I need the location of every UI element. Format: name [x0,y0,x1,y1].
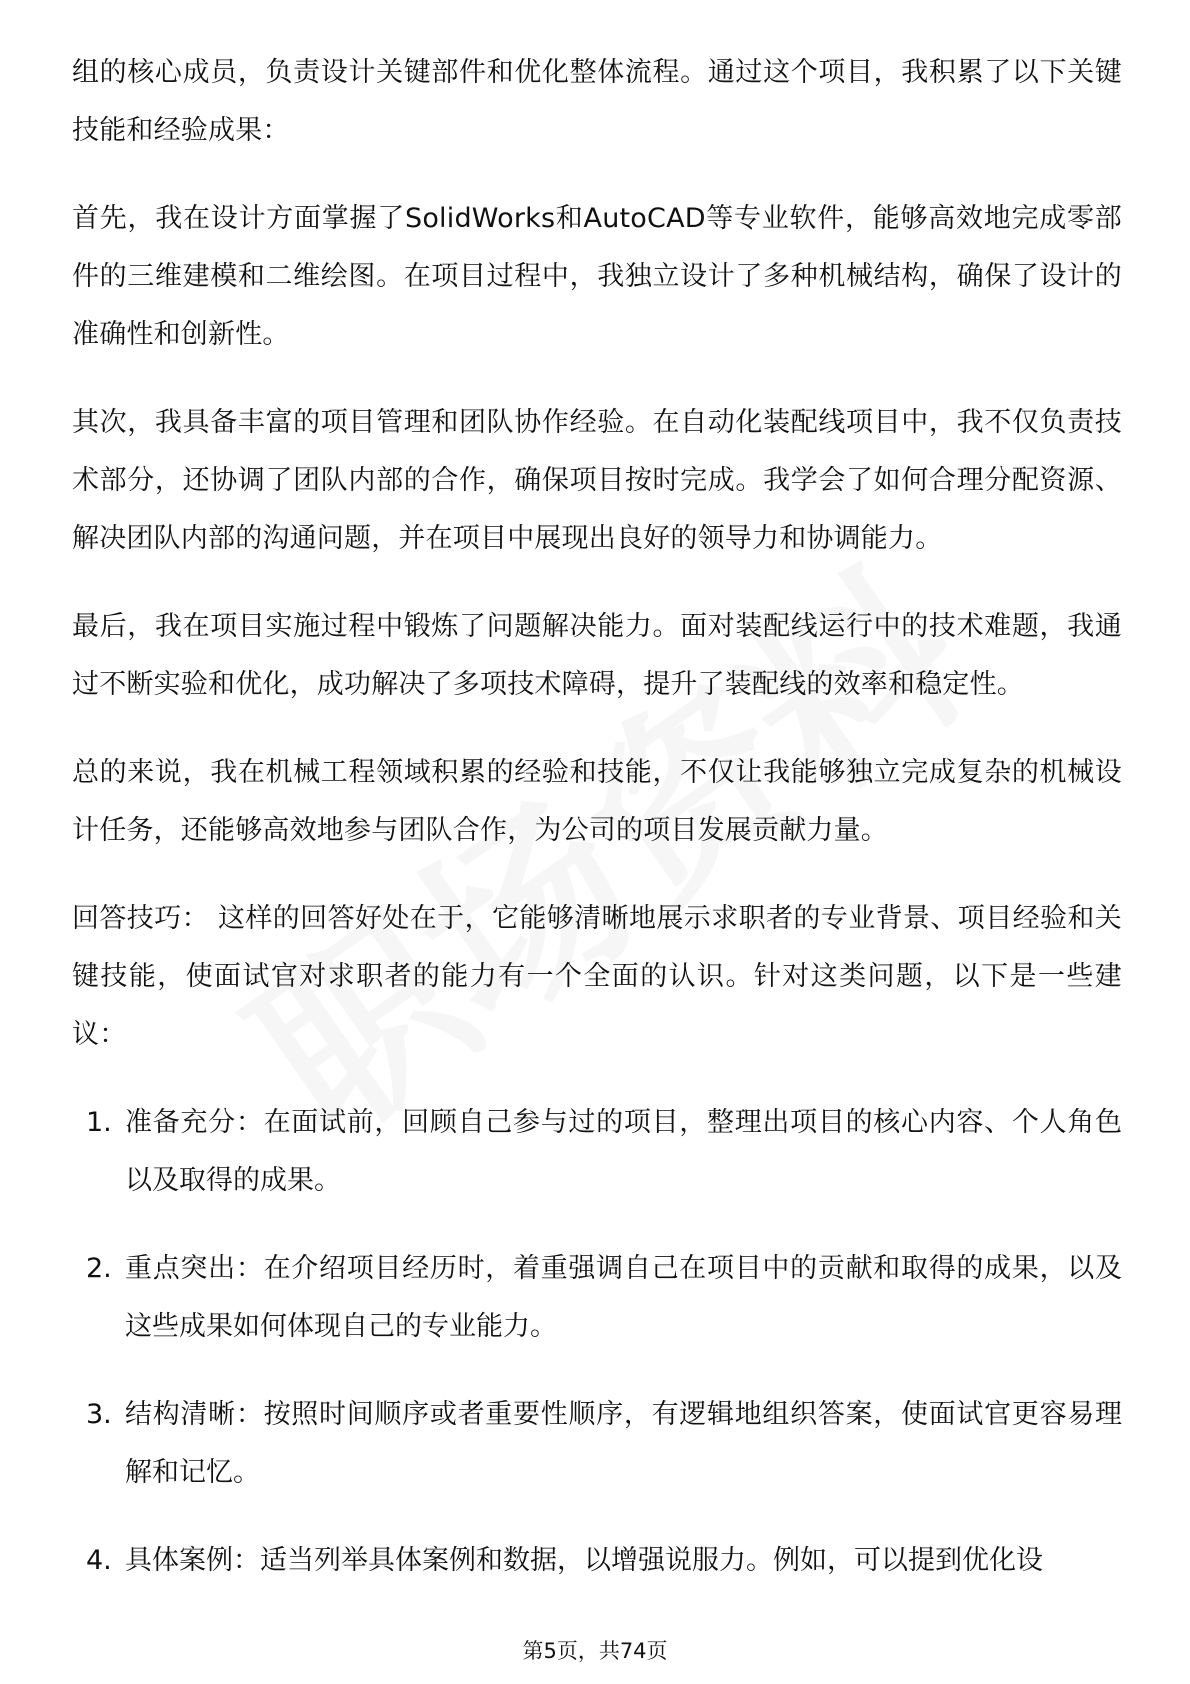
paragraph-summary: 总的来说，我在机械工程领域积累的经验和技能，不仅让我能够独立完成复杂的机械设计任务，还能够高效地参与团队合作，为公司的项目发展贡献力量。 [72,757,1122,846]
advice-item-1 [72,1094,1122,1210]
advice-number: 1. [86,1107,112,1138]
paragraph-teamwork: 其次，我具备丰富的项目管理和团队协作经验。在自动化装配线项目中，我不仅负责技术部分，还协调了团队内部的合作，确保项目按时完成。我学会了如何合理分配资源、解决团队内部的沟通问题，并在项目中展现出良好的领导力和协调能力。 [72,407,1122,554]
advice-text: 结构清晰：按照时间顺序或者重要性顺序，有逻辑地组织答案，使面试官更容易理解和记忆。 [125,1399,1122,1488]
advice-item-4 [72,1532,1122,1590]
advice-number: 3. [86,1399,112,1430]
paragraph-problem-solving: 最后，我在项目实施过程中锻炼了问题解决能力。面对装配线运行中的技术难题，我通过不断实验和优化，成功解决了多项技术障碍，提升了装配线的效率和稳定性。 [72,611,1122,700]
advice-text: 准备充分：在面试前，回顾自己参与过的项目，整理出项目的核心内容、个人角色以及取得的成果。 [125,1107,1122,1196]
advice-number: 2. [86,1253,112,1284]
advice-number: 4. [86,1545,112,1576]
advice-item-3 [72,1386,1122,1502]
document-body [72,44,1122,1620]
advice-item-2 [72,1240,1122,1356]
page-number-footer: 第5页，共74页 [522,1639,668,1663]
paragraph-design-skills: 首先，我在设计方面掌握了SolidWorks和AutoCAD等专业软件，能够高效地完成零部件的三维建模和二维绘图。在项目过程中，我独立设计了多种机械结构，确保了设计的准确性和创新性。 [72,203,1122,350]
advice-text: 具体案例：适当列举具体案例和数据，以增强说服力。例如，可以提到优化设 [125,1545,1043,1576]
advice-list [72,1094,1122,1590]
advice-text: 重点突出：在介绍项目经历时，着重强调自己在项目中的贡献和取得的成果，以及这些成果如何体现自己的专业能力。 [125,1253,1122,1342]
paragraph-intro: 组的核心成员，负责设计关键部件和优化整体流程。通过这个项目，我积累了以下关键技能和经验成果： [72,57,1122,146]
answer-tips-intro: 回答技巧： 这样的回答好处在于，它能够清晰地展示求职者的专业背景、项目经验和关键技能，使面试官对求职者的能力有一个全面的认识。针对这类问题，以下是一些建议： [72,903,1122,1050]
